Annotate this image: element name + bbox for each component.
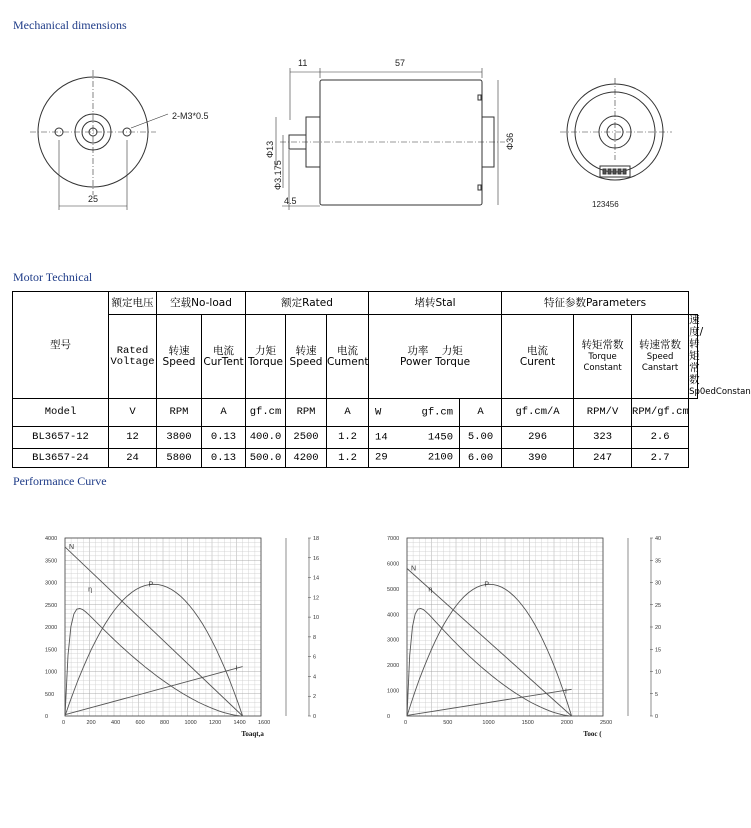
col-rated-voltage: Rated Voltage	[109, 315, 157, 399]
x-tick-label: 200	[86, 720, 96, 726]
dim-57-label: 57	[395, 58, 406, 68]
unit-nl-rpm: RPM	[157, 399, 202, 427]
performance-curve-heading: Performance Curve	[13, 474, 107, 488]
unit-gfcm-a: gf.cm/A	[502, 399, 574, 427]
x-tick-label: 2000	[560, 720, 574, 726]
curve-label-i: I	[565, 688, 568, 696]
curve-label-i: I	[235, 665, 238, 673]
dim-11-label: 11	[298, 58, 308, 68]
power-curve	[65, 584, 243, 716]
col-speed-constant: 转速常数 Speed Canstart	[632, 315, 689, 399]
speed-tick-label: 7000	[387, 536, 400, 542]
x-axis-label: Toaqt,a	[241, 730, 264, 738]
x-tick-label: 1000	[482, 720, 495, 726]
curve-label-p: P	[484, 581, 490, 589]
curve-label-eta: η	[88, 586, 92, 594]
performance-chart-1	[40, 510, 340, 740]
unit-stall-w-gfcm: W gf.cm	[369, 399, 460, 427]
row-model: BL3657-12	[13, 427, 109, 449]
speed-tick-label: 2000	[45, 625, 58, 631]
current-tick-label: 4	[313, 674, 317, 681]
row-torque-const: 390	[502, 449, 574, 468]
current-tick-label: 12	[313, 595, 320, 602]
table-row	[13, 449, 698, 468]
table-units-row	[13, 399, 698, 427]
current-tick-label: 35	[655, 558, 662, 565]
header-rated-voltage-zh: 额定电压	[109, 292, 157, 315]
current-tick-label: 8	[313, 634, 317, 641]
current-tick-label: 30	[655, 580, 662, 587]
current-tick-label: 20	[655, 625, 662, 631]
side-view	[276, 68, 505, 210]
x-tick-label: 2500	[600, 720, 613, 726]
current-tick-label: 6	[313, 654, 317, 661]
curve-label-p: P	[148, 581, 154, 589]
speed-tick-label: 3500	[45, 558, 58, 565]
speed-tick-label: 0	[387, 714, 391, 720]
col-speed-torque-constant: 速度/转矩常数 Sp0edConstan	[689, 314, 751, 397]
speed-tick-label: 3000	[45, 580, 58, 587]
row-r-torque: 500.0	[246, 449, 286, 468]
unit-r-rpm: RPM	[286, 399, 327, 427]
current-tick-label: 0	[313, 714, 317, 720]
unit-rpm-v: RPM/V	[574, 399, 632, 427]
x-tick-label: 600	[135, 720, 145, 726]
row-s-current: 5.00	[460, 427, 502, 449]
pin-numbers-label: 123456	[592, 200, 619, 209]
dim-d3-175-label: Φ3.175	[273, 160, 283, 190]
x-tick-label: 400	[111, 720, 121, 726]
col-stall-current: 电流 Curent	[502, 315, 574, 399]
current-tick-label: 25	[655, 602, 662, 609]
row-stall-power-torque: 29 2100	[369, 449, 460, 468]
speed-tick-label: 6000	[387, 561, 400, 568]
dim-4-5-label: 4.5	[284, 196, 297, 206]
row-r-speed: 4200	[286, 449, 327, 468]
row-nl-speed: 5800	[157, 449, 202, 468]
row-voltage: 24	[109, 449, 157, 468]
row-voltage: 12	[109, 427, 157, 449]
unit-r-a: A	[327, 399, 369, 427]
current-tick-label: 15	[655, 647, 662, 654]
speed-tick-label: 2000	[387, 663, 400, 670]
dim-25-label: 25	[88, 194, 99, 204]
current-tick-label: 10	[655, 669, 662, 676]
current-tick-label: 14	[313, 575, 320, 582]
current-tick-label: 0	[655, 714, 659, 720]
mechanical-dimensions-heading: Mechanical dimensions	[13, 18, 127, 32]
x-tick-label: 500	[443, 720, 453, 726]
mechanical-drawing	[0, 40, 735, 260]
x-tick-label: 0	[62, 720, 66, 726]
col-nl-current: 电流 CurTent	[202, 315, 246, 399]
current-tick-label: 2	[313, 694, 317, 701]
speed-tick-label: 1500	[45, 647, 58, 654]
rear-view	[560, 78, 672, 180]
speed-tick-label: 3000	[387, 637, 400, 644]
x-axis-label: Tooc (	[583, 730, 602, 738]
speed-tick-label: 1000	[45, 669, 58, 676]
header-parameters: 特征参数Parameters	[502, 292, 689, 315]
table-header-row-1	[13, 292, 698, 315]
col-nl-speed: 转速 Speed	[157, 315, 202, 399]
efficiency-curve	[65, 609, 243, 717]
speed-tick-label: 2500	[45, 602, 58, 609]
speed-tick-label: 5000	[387, 586, 400, 593]
header-noload: 空载No-load	[157, 292, 246, 315]
row-r-current: 1.2	[327, 427, 369, 449]
row-model: BL3657-24	[13, 449, 109, 468]
table-header-row-2	[13, 315, 698, 399]
col-stall-power-torque: 功率 力矩 Power Torque	[369, 315, 502, 399]
current-tick-label: 40	[655, 536, 662, 542]
current-tick-label: 5	[655, 691, 659, 698]
motor-technical-heading: Motor Technical	[13, 270, 93, 284]
performance-chart-2	[382, 510, 682, 740]
header-rated: 额定Rated	[246, 292, 369, 315]
speed-tick-label: 4000	[45, 536, 58, 542]
current-tick-label: 18	[313, 536, 320, 542]
unit-nl-a: A	[202, 399, 246, 427]
unit-model: Model	[13, 399, 109, 427]
current-tick-label: 16	[313, 555, 320, 562]
row-r-current: 1.2	[327, 449, 369, 468]
row-r-torque: 400.0	[246, 427, 286, 449]
row-speed-torque: 2.7	[632, 449, 689, 468]
col-torque-constant: 转矩常数 Torque Constant	[574, 315, 632, 399]
curve-label-n: N	[411, 565, 417, 573]
x-tick-label: 1200	[209, 720, 222, 726]
unit-v: V	[109, 399, 157, 427]
row-s-current: 6.00	[460, 449, 502, 468]
unit-s-a: A	[460, 399, 502, 427]
row-speed-const: 323	[574, 427, 632, 449]
row-nl-speed: 3800	[157, 427, 202, 449]
dim-d13-label: Φ13	[265, 140, 275, 158]
speed-tick-label: 1000	[387, 688, 400, 695]
speed-tick-label: 0	[45, 714, 49, 720]
row-stall-power-torque: 14 1450	[369, 427, 460, 449]
dim-d36-label: Φ36	[505, 132, 515, 150]
front-view	[30, 70, 168, 210]
col-r-torque: 力矩 Torque	[246, 315, 286, 399]
curve-label-n: N	[69, 543, 75, 551]
x-tick-label: 800	[160, 720, 170, 726]
row-r-speed: 2500	[286, 427, 327, 449]
x-tick-label: 1600	[258, 720, 271, 726]
x-tick-label: 1000	[184, 720, 197, 726]
row-speed-torque: 2.6	[632, 427, 689, 449]
speed-tick-label: 4000	[387, 612, 400, 619]
spec-table	[12, 291, 751, 468]
table-row	[13, 427, 698, 449]
row-nl-current: 0.13	[202, 427, 246, 449]
x-tick-label: 0	[404, 720, 408, 726]
unit-r-gfcm: gf.cm	[246, 399, 286, 427]
col-r-speed: 转速 Speed	[286, 315, 327, 399]
col-r-current: 电流 Cument	[327, 315, 369, 399]
curve-label-eta: η	[428, 586, 433, 594]
header-stall: 堵转Stal	[369, 292, 502, 315]
x-tick-label: 1500	[521, 720, 534, 726]
row-torque-const: 296	[502, 427, 574, 449]
unit-rpm-gfcm: RPM/gf.cm	[632, 399, 689, 427]
x-tick-label: 1400	[233, 720, 246, 726]
row-speed-const: 247	[574, 449, 632, 468]
speed-tick-label: 500	[45, 691, 55, 698]
current-tick-label: 10	[313, 615, 320, 622]
hole-note-label: 2-M3*0.5	[172, 111, 209, 121]
row-nl-current: 0.13	[202, 449, 246, 468]
header-model-zh: 型号	[13, 292, 109, 399]
